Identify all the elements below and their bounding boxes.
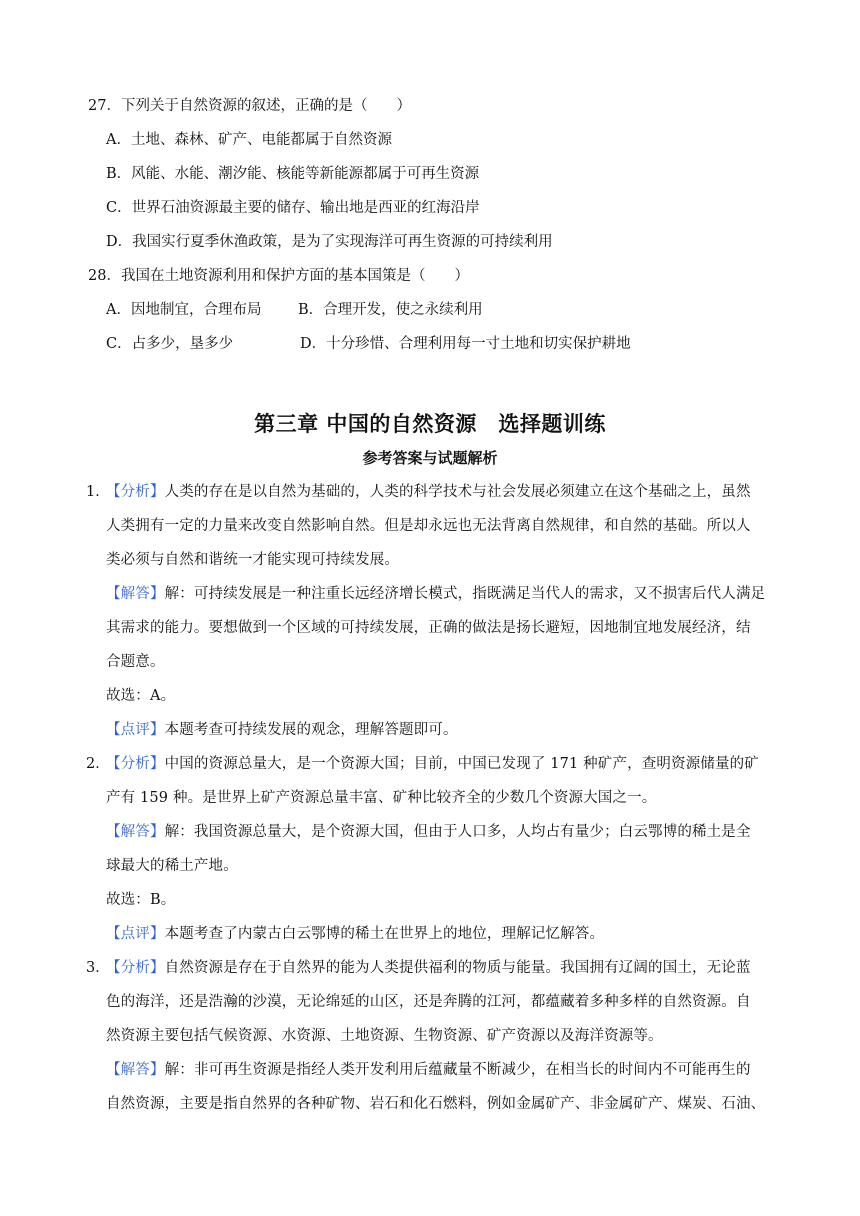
answer-1-analysis-line xyxy=(106,480,751,501)
comment-tag: 【点评】 xyxy=(106,926,165,942)
comment-tag: 【点评】 xyxy=(106,722,165,738)
answer-2-analysis-line xyxy=(106,752,759,773)
answer-2-analysis-line: 产有 159 种。是世界上矿产资源总量丰富、矿种比较齐全的少数几个资源大国之一。 xyxy=(106,790,657,806)
question-28-stem: 28．我国在土地资源利用和保护方面的基本国策是（ ） xyxy=(88,268,469,284)
answer-text: 解：我国资源总量大，是个资源大国，但由于人口多，人均占有量少；白云鄂博的稀土是全 xyxy=(164,824,751,840)
answer-1-analysis-line: 人类拥有一定的力量来改变自然影响自然。但是却永远也无法背离自然规律，和自然的基础。所以人 xyxy=(106,518,751,534)
answer-tag: 【解答】 xyxy=(106,824,165,840)
question-27-option-d: D．我国实行夏季休渔政策，是为了实现海洋可再生资源的可持续利用 xyxy=(106,234,553,250)
answer-3-solution-line xyxy=(106,1058,751,1079)
question-28-option-d: D．十分珍惜、合理利用每一寸土地和切实保护耕地 xyxy=(300,336,631,352)
analysis-tag: 【分析】 xyxy=(106,756,165,772)
answer-1-comment-line xyxy=(106,718,458,739)
answer-1-solution-line: 其需求的能力。要想做到一个区域的可持续发展，正确的做法是扬长避短，因地制宜地发展经济，结 xyxy=(106,620,751,636)
answer-2-comment-line xyxy=(106,922,604,943)
answer-2-choice: 故选：B。 xyxy=(106,892,176,908)
answer-1-choice: 故选：A。 xyxy=(106,688,176,704)
section-title: 第三章 中国的自然资源 选择题训练 xyxy=(254,412,606,436)
answer-1-analysis-line: 类必须与自然和谐统一才能实现可持续发展。 xyxy=(106,552,399,568)
answer-2-solution-line: 球最大的稀土产地。 xyxy=(106,858,238,874)
answer-tag: 【解答】 xyxy=(106,1062,165,1078)
analysis-text: 自然资源是存在于自然界的能为人类提供福利的物质与能量。我国拥有辽阔的国土，无论蓝 xyxy=(164,960,751,976)
question-27-option-a: A．土地、森林、矿产、电能都属于自然资源 xyxy=(106,132,392,148)
question-28-option-b: B．合理开发，使之永续利用 xyxy=(298,302,483,318)
section-subtitle: 参考答案与试题解析 xyxy=(362,449,498,467)
answer-3-analysis-line xyxy=(106,956,751,977)
answer-text: 解：可持续发展是一种注重长远经济增长模式，指既满足当代人的需求，又不损害后代人满足 xyxy=(164,586,766,602)
comment-text: 本题考查了内蒙古白云鄂博的稀土在世界上的地位，理解记忆解答。 xyxy=(164,926,605,942)
answer-3-analysis-line: 然资源主要包括气候资源、水资源、土地资源、生物资源、矿产资源以及海洋资源等。 xyxy=(106,1028,663,1044)
answer-3-number: 3． xyxy=(86,960,110,976)
answer-2-solution-line xyxy=(106,820,751,841)
analysis-text: 中国的资源总量大，是一个资源大国；目前，中国已发现了 171 种矿产，查明资源储量的矿 xyxy=(164,756,759,772)
question-27-option-b: B．风能、水能、潮汐能、核能等新能源都属于可再生资源 xyxy=(106,166,480,182)
answer-3-solution-line: 自然资源，主要是指自然界的各种矿物、岩石和化石燃料，例如金属矿产、非金属矿产、煤炭、石油、 xyxy=(106,1096,766,1112)
question-27-stem: 27．下列关于自然资源的叙述，正确的是（ ） xyxy=(88,98,411,114)
analysis-text: 人类的存在是以自然为基础的，人类的科学技术与社会发展必须建立在这个基础之上，虽然 xyxy=(164,484,751,500)
answer-1-number: 1． xyxy=(86,484,110,500)
answer-1-solution-line: 合题意。 xyxy=(106,654,165,670)
question-28-option-c: C．占多少，垦多少 xyxy=(106,336,234,352)
answer-tag: 【解答】 xyxy=(106,586,165,602)
answer-1-solution-line xyxy=(106,582,765,603)
question-28-option-a: A．因地制宜，合理布局 xyxy=(106,302,262,318)
analysis-tag: 【分析】 xyxy=(106,960,165,976)
question-27-option-c: C．世界石油资源最主要的储存、输出地是西亚的红海沿岸 xyxy=(106,200,480,216)
comment-text: 本题考查可持续发展的观念，理解答题即可。 xyxy=(164,722,458,738)
answer-3-analysis-line: 色的海洋，还是浩瀚的沙漠，无论绵延的山区，还是奔腾的江河，都蕴藏着多种多样的自然资源。自 xyxy=(106,994,751,1010)
answer-text: 解：非可再生资源是指经人类开发利用后蕴藏量不断减少，在相当长的时间内不可能再生的 xyxy=(164,1062,751,1078)
analysis-tag: 【分析】 xyxy=(106,484,165,500)
answer-2-number: 2． xyxy=(86,756,110,772)
